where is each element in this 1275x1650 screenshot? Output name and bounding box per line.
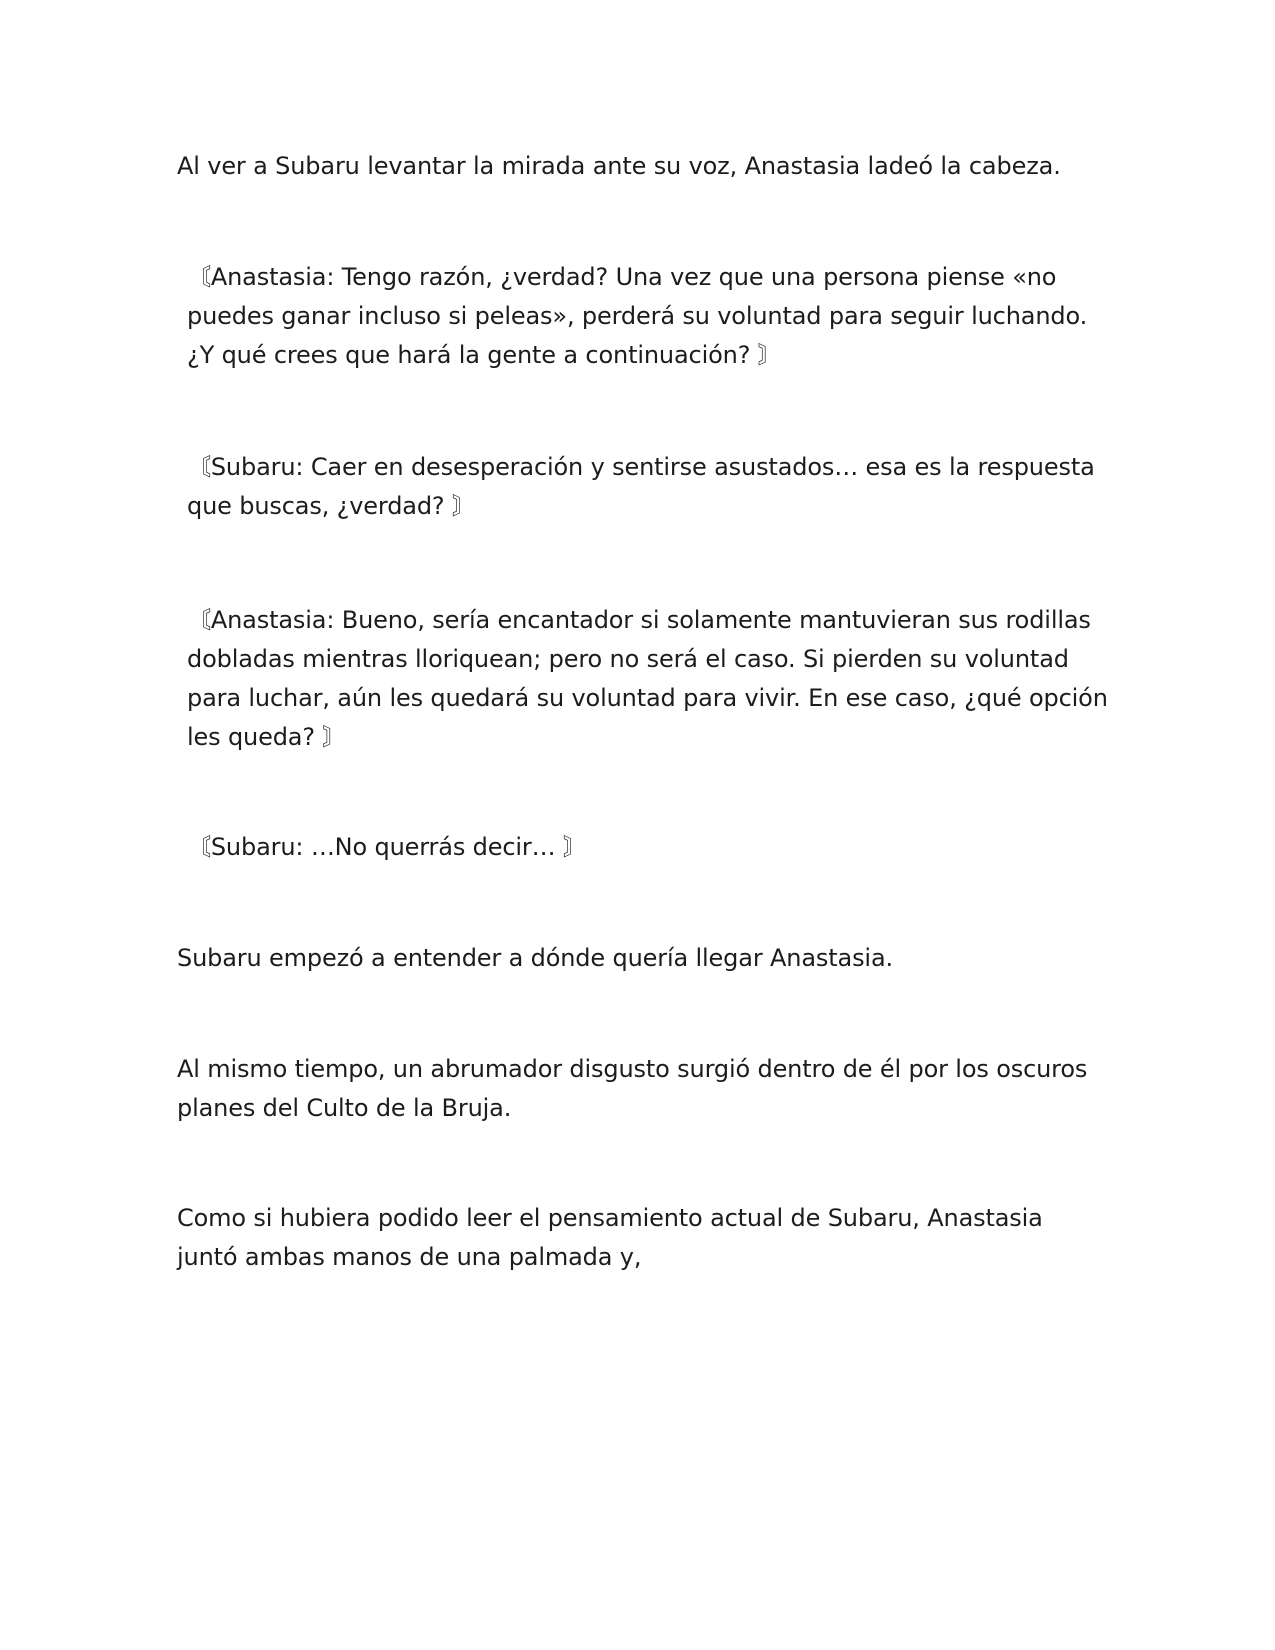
- dialogue-paragraph-anastasia: 〘Anastasia: Tengo razón, ¿verdad? Una vez que una persona piense «no puedes ganar incluso si peleas», perderá su voluntad para seguir luchando. ¿Y qué crees que hará la gente a continuación? 〙: [187, 263, 1088, 369]
- dialogue-paragraph-subaru: 〘Subaru: Caer en desesperación y sentirse asustados… esa es la respuesta que buscas, ¿verdad? 〙: [187, 453, 1095, 520]
- dialogue-paragraph-anastasia: 〘Anastasia: Bueno, sería encantador si solamente mantuvieran sus rodillas dobladas mientras lloriquean; pero no será el caso. Si pierden su voluntad para luchar, aún les quedará su voluntad para vivir. En ese caso, ¿qué opción les queda? 〙: [187, 606, 1108, 751]
- narration-paragraph: Como si hubiera podido leer el pensamiento actual de Subaru, Anastasia juntó ambas manos de una palmada y,: [177, 1204, 1043, 1271]
- narration-paragraph: Al mismo tiempo, un abrumador disgusto surgió dentro de él por los oscuros planes del Culto de la Bruja.: [177, 1055, 1088, 1122]
- dialogue-paragraph-subaru: 〘Subaru: …No querrás decir… 〙: [187, 833, 587, 861]
- narration-paragraph: Al ver a Subaru levantar la mirada ante su voz, Anastasia ladeó la cabeza.: [177, 152, 1061, 180]
- narration-paragraph: Subaru empezó a entender a dónde quería llegar Anastasia.: [177, 944, 893, 972]
